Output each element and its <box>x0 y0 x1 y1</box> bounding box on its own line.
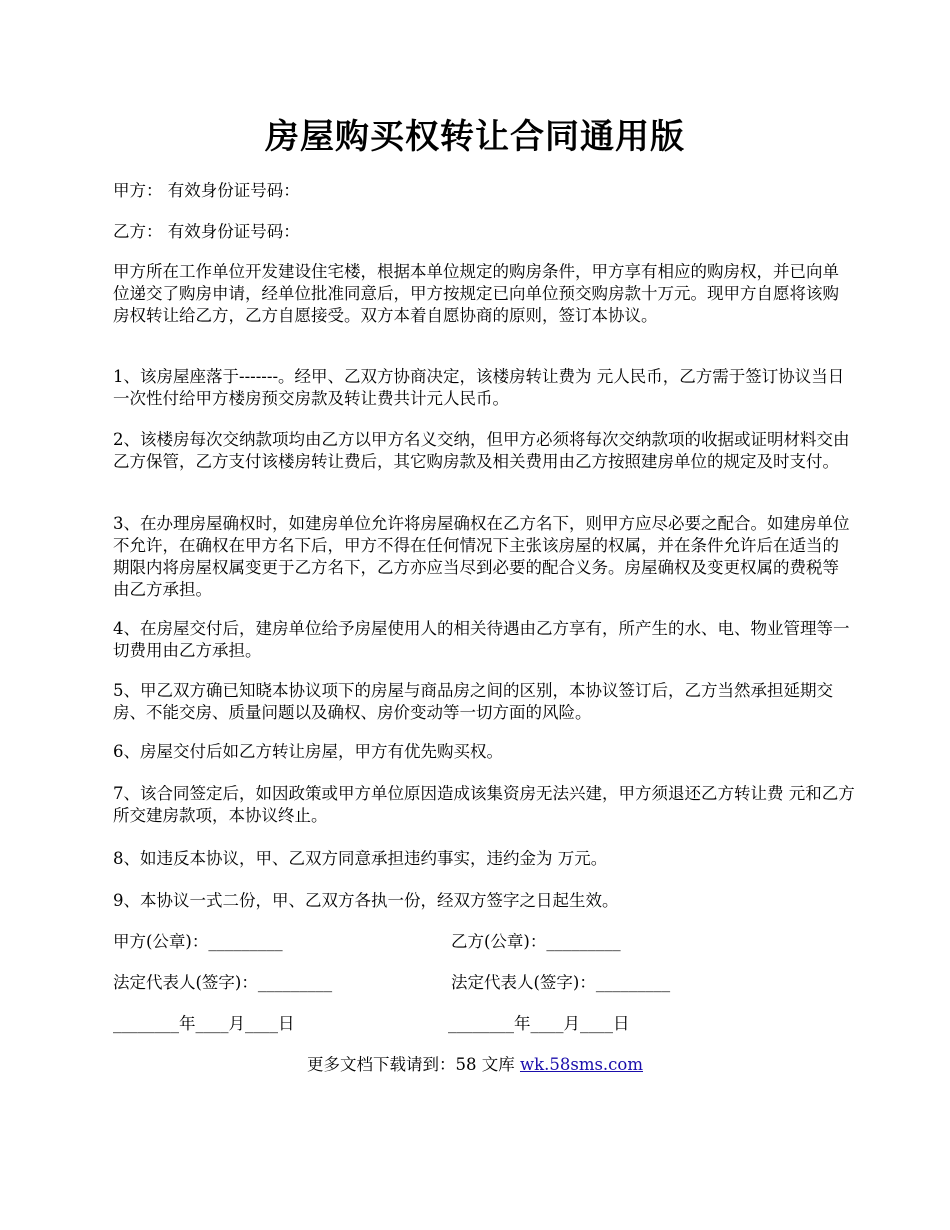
party-a-date-line: ________年____月____日 <box>113 1014 295 1033</box>
clause-9: 9、本协议一式二份，甲、乙双方各执一份，经双方签字之日起生效。 <box>113 891 619 910</box>
clause-1: 1、该房屋座落于-------。经甲、乙双方协商决定，该楼房转让费为 元人民币，乙方需于签订协议当日一次性付给甲方楼房预交房款及转让费共计元人民币。 <box>113 367 845 408</box>
party-b-seal-line: 乙方(公章)：_________ <box>451 932 621 951</box>
clause-3: 3、在办理房屋确权时，如建房单位允许将房屋确权在乙方名下，则甲方应尽必要之配合。如建房单位不允许，在确权在甲方名下后，甲方不得在任何情况下主张该房屋的权属，并在条件允许后在适当的期限内将房屋权属变更于乙方名下，乙方亦应当尽到必要的配合义务。房屋确权及变更权属的费税等由乙方承担。 <box>113 514 850 599</box>
clause-7: 7、该合同签定后，如因政策或甲方单位原因造成该集资房无法兴建，甲方须退还乙方转让费 元和乙方所交建房款项，本协议终止。 <box>113 784 855 825</box>
clause-6: 6、房屋交付后如乙方转让房屋，甲方有优先购买权。 <box>113 742 503 761</box>
party-b-representative-line: 法定代表人(签字)：_________ <box>451 973 671 992</box>
footer <box>0 1054 950 1076</box>
intro-paragraph: 甲方所在工作单位开发建设住宅楼，根据本单位规定的购房条件，甲方享有相应的购房权，并已向单位递交了购房申请，经单位批准同意后，甲方按规定已向单位预交购房款十万元。现甲方自愿将该购房权转让给乙方，乙方自愿接受。双方本着自愿协商的原则，签订本协议。 <box>113 262 839 325</box>
party-b-line: 乙方： 有效身份证号码： <box>113 222 300 241</box>
party-a-representative-line: 法定代表人(签字)：_________ <box>113 973 333 992</box>
party-a-seal-line: 甲方(公章)：_________ <box>113 932 283 951</box>
party-a-line: 甲方： 有效身份证号码： <box>113 181 300 200</box>
clause-2: 2、该楼房每次交纳款项均由乙方以甲方名义交纳，但甲方必须将每次交纳款项的收据或证明材料交由乙方保管，乙方支付该楼房转让费后，其它购房款及相关费用由乙方按照建房单位的规定及时支付。 <box>113 430 850 471</box>
clause-8: 8、如违反本协议，甲、乙双方同意承担违约事实，违约金为 万元。 <box>113 849 608 868</box>
clause-4: 4、在房屋交付后，建房单位给予房屋使用人的相关待遇由乙方享有，所产生的水、电、物业管理等一切费用由乙方承担。 <box>113 619 850 660</box>
party-b-date-line: ________年____月____日 <box>448 1014 630 1033</box>
footer-link[interactable]: wk.58sms.com <box>519 1055 643 1074</box>
clause-5: 5、甲乙双方确已知晓本协议项下的房屋与商品房之间的区别，本协议签订后，乙方当然承担延期交房、不能交房、质量问题以及确权、房价变动等一切方面的风险。 <box>113 681 833 722</box>
document-title: 房屋购买权转让合同通用版 <box>265 117 685 157</box>
footer-text: 更多文档下载请到：58 文库 <box>306 1055 520 1074</box>
